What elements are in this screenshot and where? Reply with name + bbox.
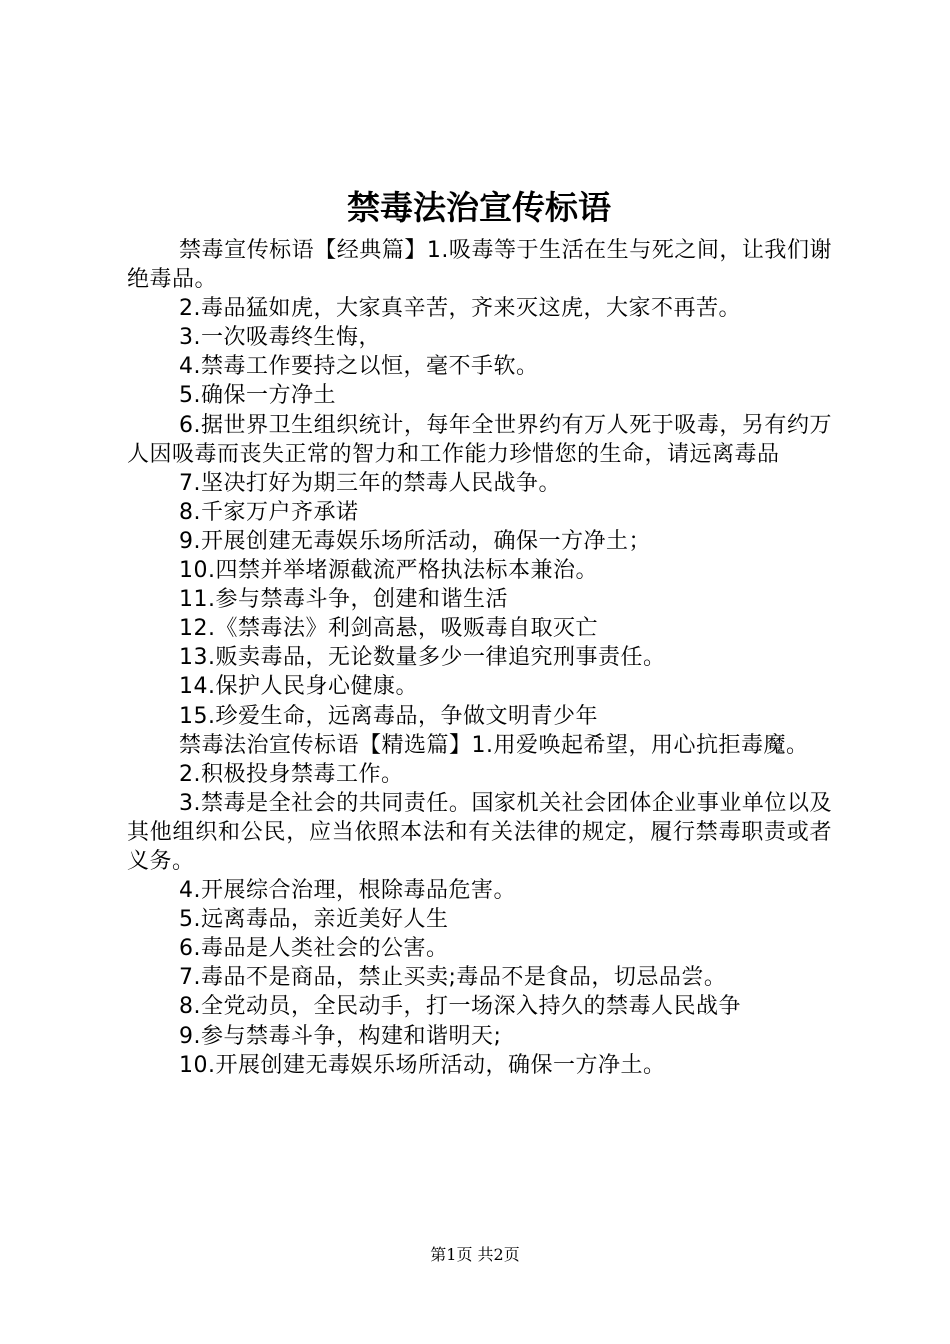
paragraph: 6.据世界卫生组织统计，每年全世界约有万人死于吸毒，另有约万人因吸毒而丧失正常的智力和工作能力珍惜您的生命，请远离毒品 bbox=[127, 412, 832, 467]
paragraph: 3.禁毒是全社会的共同责任。国家机关社会团体企业事业单位以及其他组织和公民，应当依照本法和有关法律的规定，履行禁毒职责或者义务。 bbox=[127, 790, 832, 874]
document-body bbox=[127, 236, 832, 1080]
paragraph: 9.参与禁毒斗争，构建和谐明天; bbox=[179, 1023, 502, 1049]
paragraph: 13.贩卖毒品，无论数量多少一律追究刑事责任。 bbox=[179, 645, 666, 671]
paragraph: 2.毒品猛如虎，大家真辛苦，齐来灭这虎，大家不再苦。 bbox=[179, 296, 741, 322]
document-title: 禁毒法治宣传标语 bbox=[347, 188, 611, 227]
paragraph: 10.四禁并举堵源截流严格执法标本兼治。 bbox=[179, 558, 598, 584]
paragraph: 12.《禁毒法》利剑高悬，吸贩毒自取灭亡 bbox=[179, 616, 598, 642]
paragraph: 8.全党动员，全民动手，打一场深入持久的禁毒人民战争 bbox=[179, 994, 741, 1020]
paragraph: 禁毒宣传标语【经典篇】1.吸毒等于生活在生与死之间，让我们谢绝毒品。 bbox=[127, 238, 832, 293]
page-footer: 第1页 共2页 bbox=[430, 1245, 520, 1264]
paragraph: 7.毒品不是商品，禁止买卖;毒品不是食品，切忌品尝。 bbox=[179, 965, 727, 991]
paragraph: 4.禁毒工作要持之以恒，毫不手软。 bbox=[179, 354, 539, 380]
paragraph: 5.远离毒品，亲近美好人生 bbox=[179, 907, 449, 933]
paragraph: 10.开展创建无毒娱乐场所活动，确保一方净土。 bbox=[179, 1052, 666, 1078]
paragraph: 14.保护人民身心健康。 bbox=[179, 674, 418, 700]
paragraph: 8.千家万户齐承诺 bbox=[179, 499, 359, 525]
paragraph: 2.积极投身禁毒工作。 bbox=[179, 761, 404, 787]
paragraph: 禁毒法治宣传标语【精选篇】1.用爱唤起希望，用心抗拒毒魔。 bbox=[179, 732, 809, 758]
paragraph: 3.一次吸毒终生悔， bbox=[179, 325, 381, 351]
paragraph: 15.珍爱生命，远离毒品，争做文明青少年 bbox=[179, 703, 598, 729]
paragraph: 6.毒品是人类社会的公害。 bbox=[179, 936, 449, 962]
paragraph: 9.开展创建无毒娱乐场所活动，确保一方净土； bbox=[179, 528, 651, 554]
paragraph: 11.参与禁毒斗争，创建和谐生活 bbox=[179, 587, 508, 613]
paragraph: 7.坚决打好为期三年的禁毒人民战争。 bbox=[179, 470, 561, 496]
paragraph: 4.开展综合治理，根除毒品危害。 bbox=[179, 878, 516, 904]
paragraph: 5.确保一方净土 bbox=[179, 383, 336, 409]
